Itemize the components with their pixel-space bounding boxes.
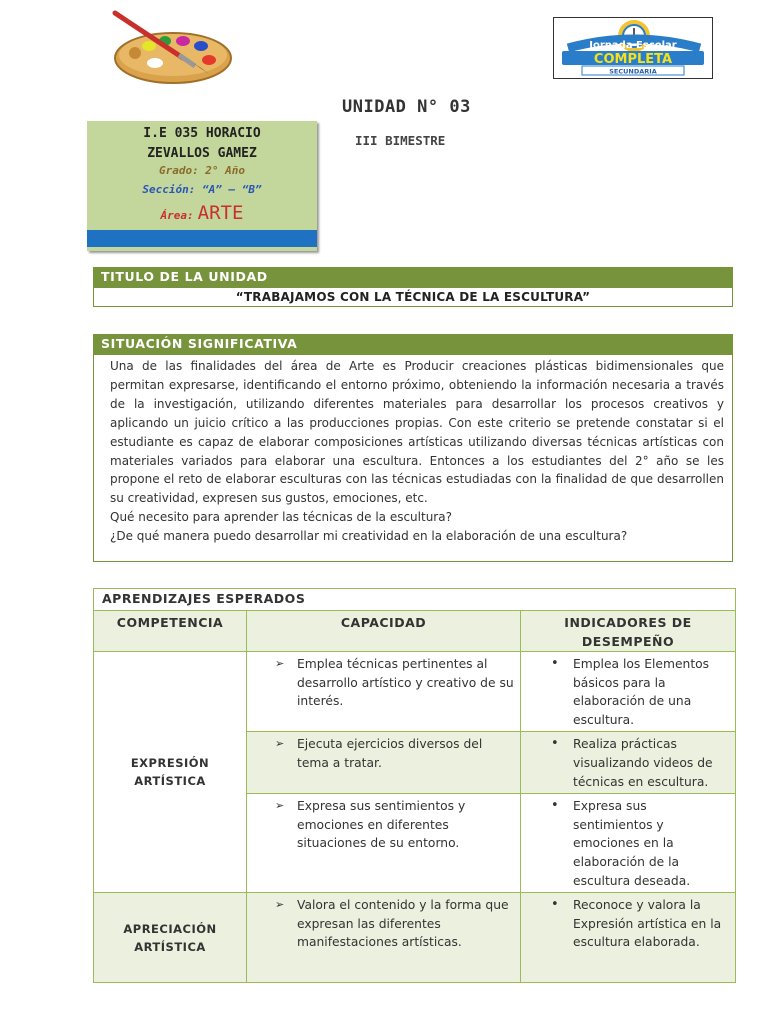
jec-logo: [553, 17, 713, 79]
dot-bullet-icon: •: [551, 897, 559, 913]
capacidad-cell: ➢ Emplea técnicas pertinentes al desarrollo artístico y creativo de su interés.: [247, 652, 521, 732]
col-indicadores: INDICADORES DE DESEMPEÑO: [521, 611, 736, 652]
aprendizajes-table: [93, 588, 735, 969]
titulo-header: TITULO DE LA UNIDAD: [93, 267, 733, 287]
section-label: Sección: “A” – “B”: [142, 183, 262, 196]
area-row: [87, 202, 317, 224]
arrow-bullet-icon: ➢: [275, 799, 285, 813]
capacidad-cell: ➢ Valora el contenido y la forma que expresan las diferentes manifestaciones artísticas.: [247, 893, 521, 983]
dot-bullet-icon: •: [551, 798, 559, 814]
bimestre-label: III BIMESTRE: [355, 133, 446, 148]
area-value: ARTE: [197, 202, 244, 224]
situacion-body: [93, 354, 733, 562]
indicador-cell: • Emplea los Elementos básicos para la elaboración de una escultura.: [521, 652, 736, 732]
svg-text:SECUNDARIA: SECUNDARIA: [609, 67, 657, 76]
capacidad-cell: ➢ Expresa sus sentimientos y emociones en diferentes situaciones de su entorno.: [247, 794, 521, 893]
situacion-header: SITUACIÓN SIGNIFICATIVA: [93, 334, 733, 354]
arrow-bullet-icon: ➢: [275, 898, 285, 912]
dot-bullet-icon: •: [551, 736, 559, 752]
indicador-cell: • Realiza prácticas visualizando videos de técnicas en escultura.: [521, 732, 736, 794]
situacion-question-1: Qué necesito para aprender las técnicas de la escultura?: [110, 510, 452, 525]
dot-bullet-icon: •: [551, 656, 559, 671]
palette-icon: [105, 8, 235, 86]
col-competencia: COMPETENCIA: [94, 611, 247, 652]
unit-title: UNIDAD N° 03: [342, 97, 471, 117]
situacion-paragraph: Una de las finalidades del área de Arte es Producir creaciones plásticas bidimensionales que permitan expresarse, identificando el entorno próximo, obteniendo la información necesaria a través de la investigación, utilizando diferentes materiales para desarrollar los procesos creativos y aplicando un juicio crítico a las producciones propias. Con este criterio se pretende constatar si el estudiante es capaz de elaborar composiciones artísticas utilizando diversas técnicas artísticas con materiales variados para elaborar una escultura. Entonces a los estudiantes del 2° año se les propone el reto de elaborar esculturas con las técnicas estudiadas con la finalidad de que desarrollen su creatividad, expresen sus gustos, emociones, etc.: [110, 359, 724, 506]
aprendizajes-title: APRENDIZAJES ESPERADOS: [94, 589, 736, 611]
grade-label: Grado: 2° Año: [158, 164, 246, 177]
competencia-apreciacion: APRECIACIÓN ARTÍSTICA: [94, 893, 247, 983]
titulo-value: “TRABAJAMOS CON LA TÉCNICA DE LA ESCULTURA”: [93, 287, 733, 307]
arrow-bullet-icon: ➢: [275, 737, 285, 751]
svg-text:Jornada Escolar: Jornada Escolar: [589, 40, 677, 51]
indicador-cell: • Expresa sus sentimientos y emociones en la elaboración de la escultura deseada.: [521, 794, 736, 893]
indicador-cell: • Reconoce y valora la Expresión artística en la escultura elaborada.: [521, 893, 736, 983]
arrow-bullet-icon: ➢: [275, 657, 285, 670]
situacion-question-2: ¿De qué manera puedo desarrollar mi creatividad en la elaboración de una escultura?: [110, 529, 628, 544]
competencia-expresion: EXPRESIÓN ARTÍSTICA: [94, 652, 247, 893]
col-capacidad: CAPACIDAD: [247, 611, 521, 652]
capacidad-cell: ➢ Ejecuta ejercicios diversos del tema a tratar.: [247, 732, 521, 794]
svg-text:COMPLETA: COMPLETA: [593, 52, 673, 67]
school-info-box: [87, 121, 317, 251]
decorative-bar: [87, 230, 317, 247]
area-label: Área:: [160, 209, 194, 222]
school-name: I.E 035 HORACIO ZEVALLOS GAMEZ: [143, 126, 261, 161]
